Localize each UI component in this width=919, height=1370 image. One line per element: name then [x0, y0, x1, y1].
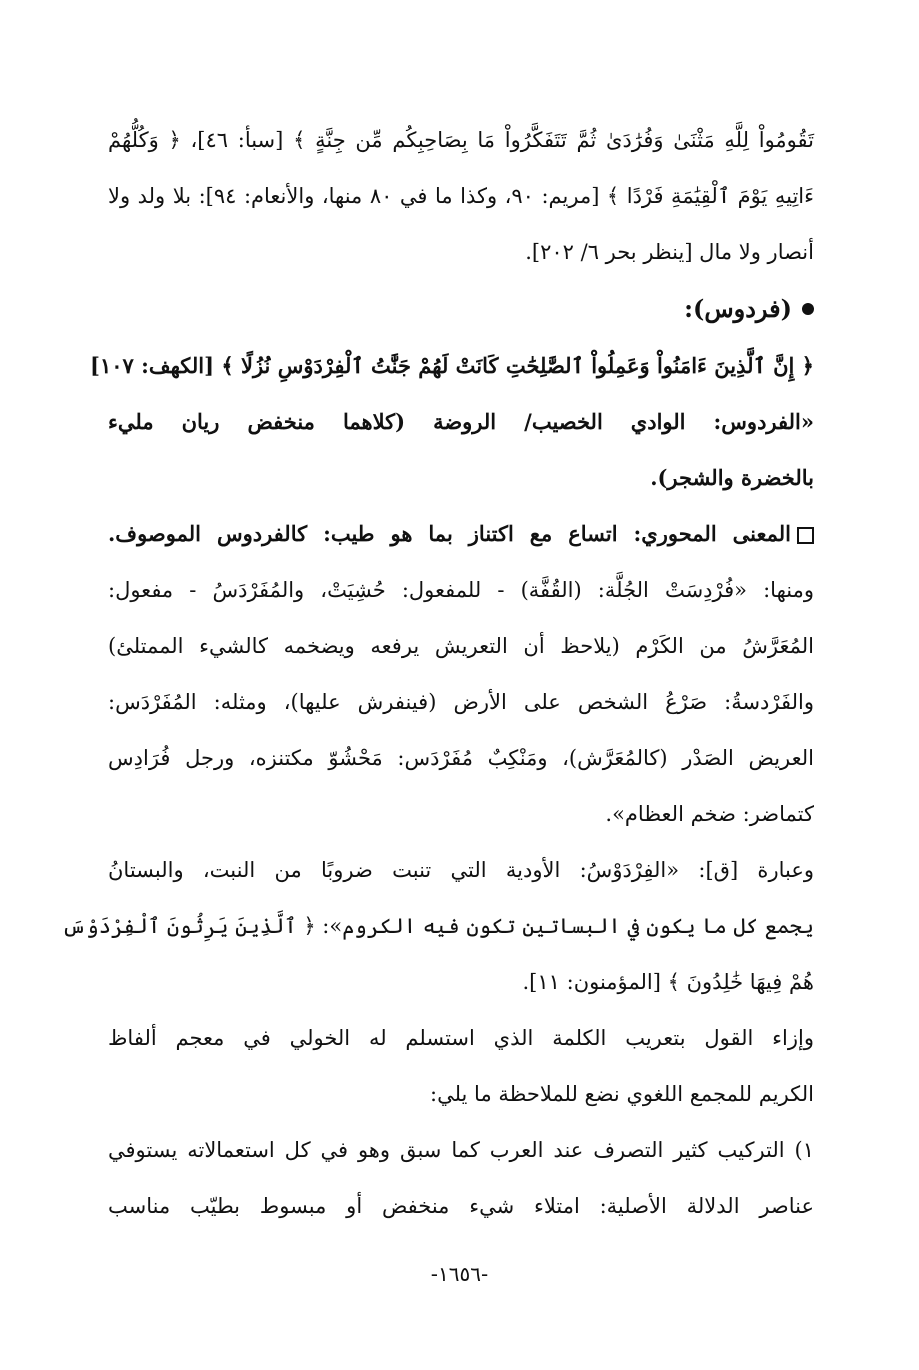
text-line-17: وإزاء القول بتعريب الكلمة الذي استسلم له الخولي في معجم ألفاظ: [108, 1026, 814, 1050]
text-line-15: يجمع كل ما يكون في البساتين تكون فيه الكروم»: ﴿ ٱلَّذِينَ يَرِثُونَ ٱلْفِرْدَوْسَ: [61, 914, 814, 938]
list-item-1-line-2: عناصر الدلالة الأصلية: امتلاء شيء منخفض أو مبسوط بطيّب مناسب: [108, 1194, 814, 1218]
text-line-11: والفَرْدسةُ: صَرْعُ الشخص على الأرض (فينفرش عليها)، ومثله: المُفَرْدَس:: [108, 690, 814, 714]
section-heading: [108, 280, 814, 338]
section-heading-title: (فردوس):: [684, 294, 792, 323]
text-line-14: وعبارة [ق]: «الفِرْدَوْسُ: الأودية التي تنبت ضروبًا من النبت، والبستانُ: [108, 858, 814, 882]
page-number: -١٦٥٦-: [430, 1262, 489, 1286]
text-line-16: هُمْ فِيهَا خَٰلِدُونَ ﴾ [المؤمنون: ١١].: [522, 970, 814, 994]
bullet-icon: [802, 303, 814, 315]
page-body: [61, 112, 815, 1234]
text-line-9: ومنها: «فُرْدِسَتْ الجُلَّة: (القُفَّة) - للمفعول: حُشِيَتْ، والمُفَرْدَسُ - مفعول:: [108, 578, 814, 602]
text-line-3: أنصار ولا مال [ينظر بحر ٦/ ٢٠٢].: [525, 240, 814, 264]
text-line-10: المُعَرَّشُ من الكَرْم (يلاحظ أن التعريش يرفعه ويضخمه كالشيء الممتلئ): [108, 634, 814, 658]
text-line-2: ءَاتِيهِ يَوْمَ ٱلْقِيَٰمَةِ فَرْدًا ﴾ [مريم: ٩٠، وكذا ما في ٨٠ منها، والأنعام: ٩٤]: بلا ولد ولا: [108, 184, 814, 208]
text-line-1: تَقُومُواْ لِلَّهِ مَثْنَىٰ وَفُرَٰدَىٰ ثُمَّ تَتَفَكَّرُواْ مَا بِصَاحِبِكُم مِّن جِنَّةٍ ﴾ [سبأ: ٤٦]، ﴿ وَكُلُّهُمْ: [108, 128, 815, 152]
core-meaning-text: المعنى المحوري: اتساع مع اكتناز بما هو طيب: كالفردوس الموصوف.: [108, 521, 791, 546]
text-line-18: الكريم للمجمع اللغوي نضع للملاحظة ما يلي:: [430, 1082, 814, 1106]
core-meaning-line: [108, 506, 814, 562]
list-item-1-line-1: ١) التركيب كثير التصرف عند العرب كما سبق وهو في كل استعمالاته يستوفي: [108, 1138, 814, 1162]
text-line-13: كتماضر: ضخم العظام».: [605, 802, 814, 826]
quran-verse-line: ﴿ إِنَّ ٱلَّذِينَ ءَامَنُواْ وَعَمِلُواْ ٱلصَّٰلِحَٰتِ كَانَتْ لَهُمْ جَنَّٰتُ ٱلْفِرْدَوْسِ نُزُلًا ﴾ [الكهف: ١٠٧]: [90, 353, 814, 378]
checkbox-square-icon: [797, 527, 814, 544]
definition-line-1: «الفردوس: الوادي الخصيب/ الروضة (كلاهما منخفض ريان مليء: [108, 409, 814, 434]
text-line-12: العريض الصَدْر (كالمُعَرَّش)، ومَنْكِبٌ مُفَرْدَس: مَحْشُوّ مكتنزه، ورجل فُرَادِس: [108, 746, 814, 770]
definition-line-2: بالخضرة والشجر).: [650, 465, 814, 490]
